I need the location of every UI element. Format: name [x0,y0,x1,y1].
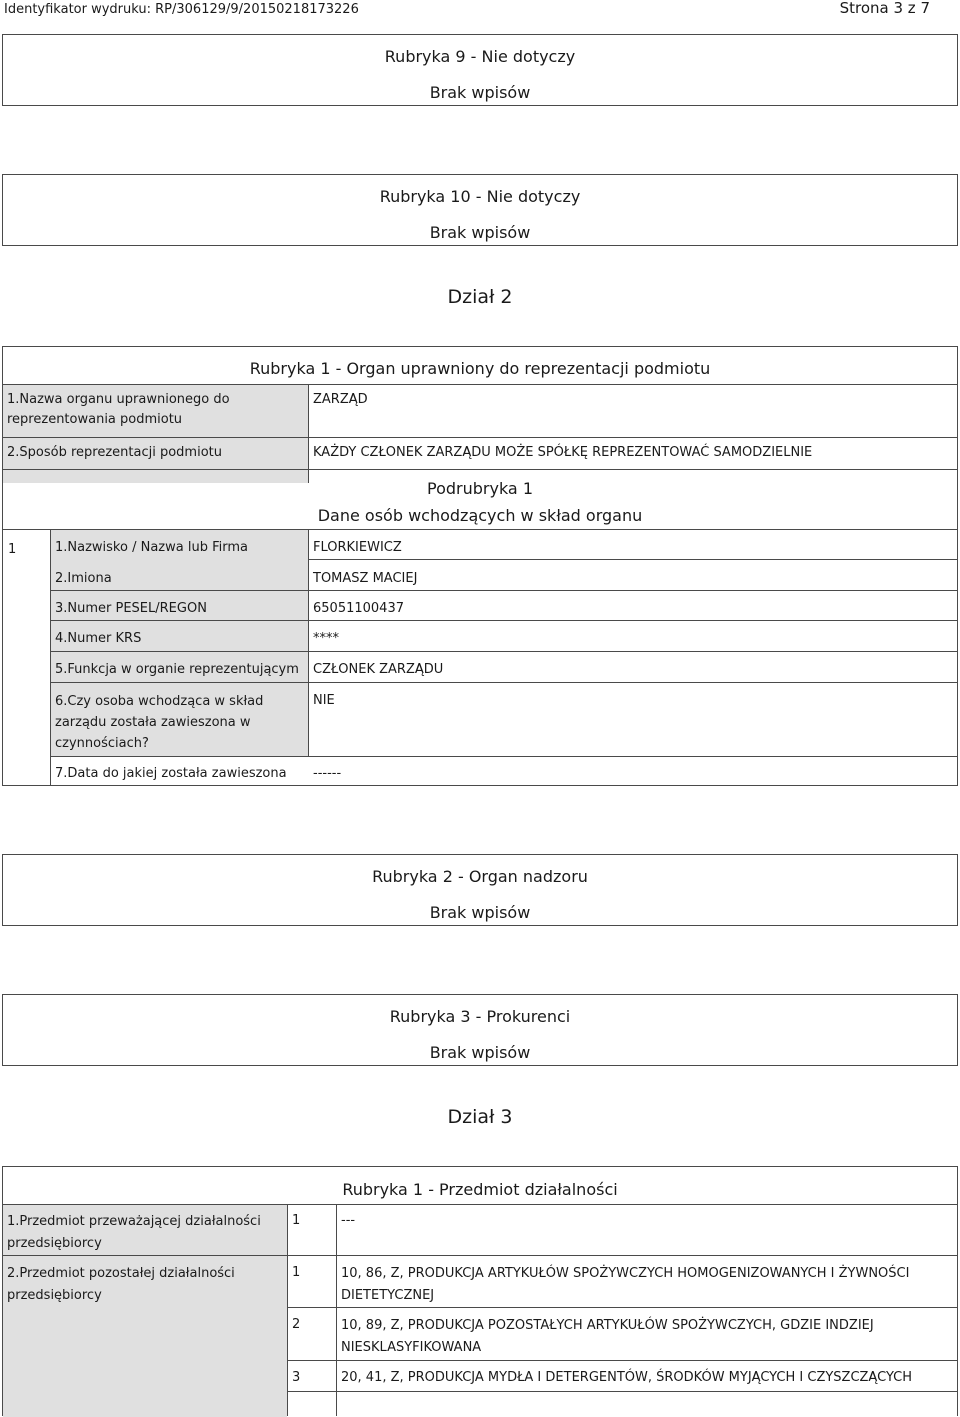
rubryka-9-title: Rubryka 9 - Nie dotyczy [384,47,576,66]
divider [287,1307,957,1308]
surname-value: FLORKIEWICZ [313,540,402,555]
podrubryka-subtitle: Dane osób wchodzących w skład organu [317,506,643,525]
dzial-2-rubryka-1-title: Rubryka 1 - Organ uprawniony do reprezentacji podmiotu [249,359,711,378]
other-activity-number-3: 3 [292,1370,301,1385]
divider [51,590,957,591]
rubryka-10-body: Brak wpisów [429,223,531,242]
page-number: Strona 3 z 7 [839,0,930,17]
main-activity-label: 1.Przedmiot przeważającej działalności przedsiębiorcy [7,1214,261,1251]
dzial-2-rubryka-1-box [2,346,958,786]
suspended-until-label: 7.Data do jakiej została zawieszona [55,766,287,781]
rubryka-9-body: Brak wpisów [429,83,531,102]
dzial-2-title: Dział 2 [447,286,513,308]
function-label: 5.Funkcja w organie reprezentującym [55,662,299,677]
main-activity-number: 1 [292,1213,301,1228]
rubryka-10-box [2,174,958,246]
other-activity-value-2: 10, 89, Z, PRODUKCJA POZOSTAŁYCH ARTYKUŁÓW SPOŻYWCZYCH, GDZIE INDZIEJ NIESKLASYFIKOWANA [341,1318,874,1355]
divider [3,437,308,438]
podrubryka-title: Podrubryka 1 [427,479,533,498]
given-names-value: TOMASZ MACIEJ [313,571,418,586]
pesel-label: 3.Numer PESEL/REGON [55,601,207,616]
dzial-3-rubryka-1-title: Rubryka 1 - Przedmiot działalności [342,1180,618,1199]
suspended-label: 6.Czy osoba wchodząca w skład zarządu została zawieszona w czynnościach? [55,694,264,751]
other-activity-number-1: 1 [292,1265,301,1280]
krs-value: **** [313,631,339,646]
divider [287,1360,957,1361]
organ-name-label: 1.Nazwa organu uprawnionego do reprezentowania podmiotu [7,392,230,427]
surname-label: 1.Nazwisko / Nazwa lub Firma [55,540,248,555]
divider [3,1255,957,1256]
main-activity-value: --- [341,1213,356,1228]
divider [51,620,957,621]
divider [51,756,957,757]
rubryka-9-box [2,34,958,106]
divider [51,682,957,683]
print-identifier: Identyfikator wydruku: RP/306129/9/20150218173226 [4,2,359,17]
dzial-3-rubryka-1-box [2,1166,958,1416]
suspended-value: NIE [313,693,335,708]
representation-method-value: KAŻDY CZŁONEK ZARZĄDU MOŻE SPÓŁKĘ REPREZENTOWAĆ SAMODZIELNIE [313,445,813,460]
column-divider [308,529,309,756]
other-activity-label: 2.Przedmiot pozostałej działalności przedsiębiorcy [7,1266,235,1303]
function-value: CZŁONEK ZARZĄDU [313,662,444,677]
person-number: 1 [8,542,17,557]
other-activity-number-2: 2 [292,1317,301,1332]
krs-label: 4.Numer KRS [55,631,142,646]
rubryka-2-body: Brak wpisów [429,903,531,922]
other-activity-value-1: 10, 86, Z, PRODUKCJA ARTYKUŁÓW SPOŻYWCZYCH HOMOGENIZOWANYCH I ŻYWNOŚCI DIETETYCZNEJ [341,1266,910,1303]
rubryka-3-title: Rubryka 3 - Prokurenci [389,1007,571,1026]
divider [3,469,957,470]
divider [3,384,957,385]
divider [287,1391,957,1392]
dzial-3-title: Dział 3 [447,1106,513,1128]
organ-name-value: ZARZĄD [313,392,368,407]
rubryka-2-title: Rubryka 2 - Organ nadzoru [372,867,588,886]
column-divider [287,1204,288,1416]
other-activity-value-3: 20, 41, Z, PRODUKCJA MYDŁA I DETERGENTÓW, ŚRODKÓW MYJĄCYCH I CZYSZCZĄCYCH [341,1370,913,1385]
representation-method-label: 2.Sposób reprezentacji podmiotu [7,445,222,460]
divider [51,651,957,652]
given-names-label: 2.Imiona [55,571,112,586]
rubryka-3-body: Brak wpisów [429,1043,531,1062]
rubryka-3-box [2,994,958,1066]
number-column-divider [336,1204,337,1416]
divider [308,559,957,560]
suspended-until-value: ------ [313,766,342,781]
rubryka-10-title: Rubryka 10 - Nie dotyczy [379,187,581,206]
divider [308,437,957,438]
rubryka-2-box [2,854,958,926]
pesel-value: 65051100437 [313,601,404,616]
